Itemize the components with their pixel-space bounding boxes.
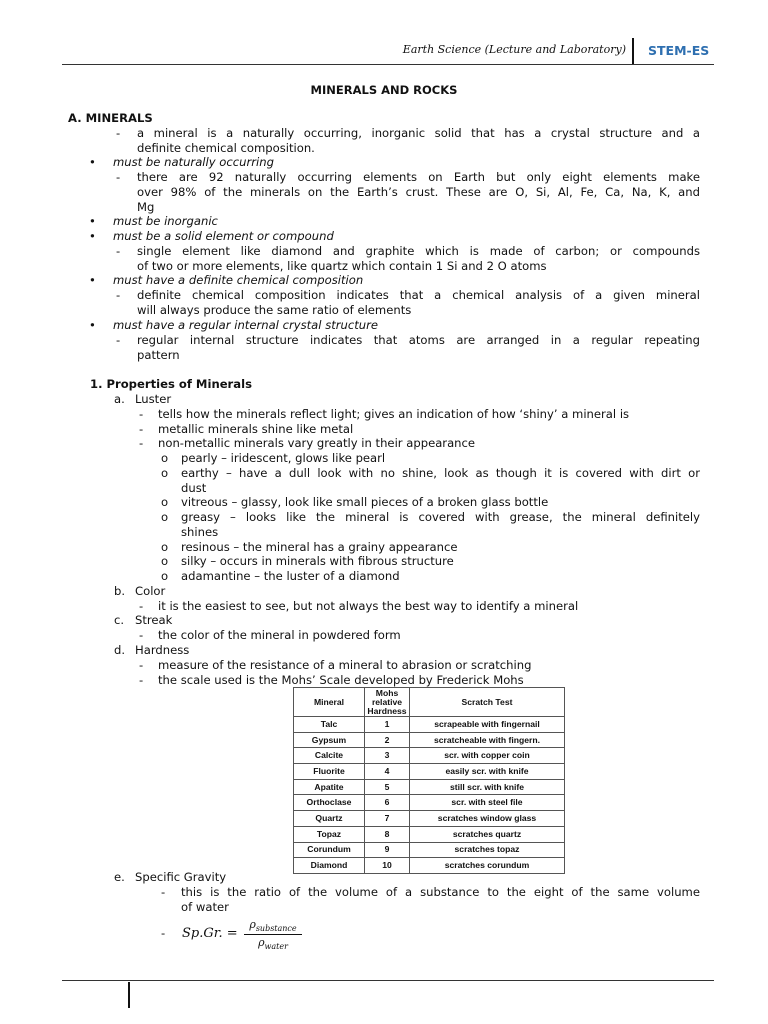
property-title-streak: Streak <box>135 613 173 627</box>
luster-type: dust <box>181 481 207 495</box>
definition-line: definite chemical composition. <box>137 141 315 155</box>
mineral-cell: Corundum <box>294 842 365 858</box>
dash-marker: - <box>139 422 144 436</box>
page-title: MINERALS AND ROCKS <box>310 83 458 97</box>
mohs-hardness-table <box>293 687 565 874</box>
hardness-cell: 1 <box>365 717 410 733</box>
table-header-row <box>294 688 565 717</box>
criterion-detail: single element like diamond and graphite which is made of carbon; or compounds <box>137 244 700 258</box>
mineral-cell: Apatite <box>294 779 365 795</box>
table-row <box>294 826 565 842</box>
circle-marker: o <box>161 510 169 524</box>
criterion-detail: over 98% of the minerals on the Earth’s crust. These are O, Si, Al, Fe, Ca, Na, K, and <box>137 185 700 199</box>
header-badge: STEM-ES <box>648 43 710 58</box>
criterion-detail: Mg <box>137 200 155 214</box>
bullet-marker: • <box>89 214 96 228</box>
dash-marker: - <box>139 628 144 642</box>
dash-marker: - <box>161 926 166 940</box>
scratch-test-cell: scratches window glass <box>410 811 565 827</box>
subsection-heading-properties: 1. Properties of Minerals <box>90 377 252 391</box>
formula-denominator: $\rho_{water}$ <box>258 936 288 952</box>
fraction-bar <box>244 934 302 935</box>
dash-marker: - <box>139 407 144 421</box>
property-detail: the scale used is the Mohs’ Scale developed by Frederick Mohs <box>158 673 524 687</box>
mineral-cell: Orthoclase <box>294 795 365 811</box>
criterion-detail: will always produce the same ratio of elements <box>137 303 412 317</box>
hardness-cell: 3 <box>365 748 410 764</box>
hardness-cell: 6 <box>365 795 410 811</box>
scratch-test-cell: still scr. with knife <box>410 779 565 795</box>
bullet-marker: • <box>89 318 96 332</box>
table-row <box>294 842 565 858</box>
header-course-title: Earth Science (Lecture and Laboratory) <box>402 43 626 56</box>
luster-type: resinous – the mineral has a grainy appearance <box>181 540 458 554</box>
bullet-marker: • <box>89 155 96 169</box>
bullet-marker: • <box>89 273 96 287</box>
mineral-cell: Diamond <box>294 858 365 874</box>
scratch-test-cell: scratches quartz <box>410 826 565 842</box>
formula-numerator: $\rho_{substance}$ <box>249 918 297 934</box>
table-row <box>294 764 565 780</box>
section-heading-minerals: A. MINERALS <box>68 111 153 125</box>
dash-marker: - <box>116 244 121 258</box>
property-detail: it is the easiest to see, but not always the best way to identify a mineral <box>158 599 579 613</box>
hardness-cell: 7 <box>365 811 410 827</box>
circle-marker: o <box>161 466 169 480</box>
list-letter: b. <box>114 584 126 598</box>
property-detail: non-metallic minerals vary greatly in their appearance <box>158 436 476 450</box>
criterion-item: must be naturally occurring <box>113 155 274 169</box>
dash-marker: - <box>139 673 144 687</box>
dash-marker: - <box>161 885 166 899</box>
dash-marker: - <box>116 170 121 184</box>
scratch-test-cell: scr. with copper coin <box>410 748 565 764</box>
luster-type: adamantine – the luster of a diamond <box>181 569 400 583</box>
footer-rule <box>62 980 714 981</box>
criterion-item: must have a regular internal crystal structure <box>113 318 379 332</box>
table-row <box>294 717 565 733</box>
dash-marker: - <box>116 333 121 347</box>
table-header-cell: Mineral <box>294 688 365 717</box>
dash-marker: - <box>139 658 144 672</box>
dash-marker: - <box>116 288 121 302</box>
criterion-detail: definite chemical composition indicates that a chemical analysis of a given mineral <box>137 288 700 302</box>
footer-divider <box>128 982 130 1008</box>
table-row <box>294 811 565 827</box>
luster-type: silky – occurs in minerals with fibrous structure <box>181 554 454 568</box>
list-letter: d. <box>114 643 126 657</box>
criterion-detail: of two or more elements, like quartz which contain 1 Si and 2 O atoms <box>137 259 547 273</box>
property-title-color: Color <box>135 584 166 598</box>
luster-type: vitreous – glassy, look like small pieces of a broken glass bottle <box>181 495 549 509</box>
luster-type: pearly – iridescent, glows like pearl <box>181 451 386 465</box>
table-header-cell: Mohs relative Hardness <box>365 688 410 717</box>
definition-line: a mineral is a naturally occurring, inorganic solid that has a crystal structure and a <box>137 126 700 140</box>
criterion-item: must have a definite chemical composition <box>113 273 364 287</box>
scratch-test-cell: easily scr. with knife <box>410 764 565 780</box>
luster-type: earthy – have a dull look with no shine, look as though it is covered with dirt or <box>181 466 700 480</box>
table-row <box>294 858 565 874</box>
table-header-cell: Scratch Test <box>410 688 565 717</box>
criterion-detail: regular internal structure indicates that atoms are arranged in a regular repeating <box>137 333 700 347</box>
property-detail: of water <box>181 900 229 914</box>
scratch-test-cell: scratches topaz <box>410 842 565 858</box>
hardness-cell: 2 <box>365 732 410 748</box>
bullet-marker: • <box>89 229 96 243</box>
property-detail: this is the ratio of the volume of a substance to the eight of the same volume <box>181 885 700 899</box>
list-letter: a. <box>114 392 125 406</box>
dash-marker: - <box>139 599 144 613</box>
formula-fraction <box>244 918 302 951</box>
property-title-luster: Luster <box>135 392 172 406</box>
property-title-hardness: Hardness <box>135 643 190 657</box>
circle-marker: o <box>161 554 169 568</box>
circle-marker: o <box>161 451 169 465</box>
mineral-cell: Fluorite <box>294 764 365 780</box>
mineral-cell: Quartz <box>294 811 365 827</box>
luster-type: greasy – looks like the mineral is covered with grease, the mineral definitely <box>181 510 700 524</box>
property-detail: the color of the mineral in powdered form <box>158 628 401 642</box>
property-detail: metallic minerals shine like metal <box>158 422 354 436</box>
mineral-cell: Topaz <box>294 826 365 842</box>
scratch-test-cell: scratches corundum <box>410 858 565 874</box>
dash-marker: - <box>116 126 121 140</box>
mineral-cell: Talc <box>294 717 365 733</box>
hardness-cell: 4 <box>365 764 410 780</box>
table-row <box>294 795 565 811</box>
luster-type: shines <box>181 525 219 539</box>
hardness-cell: 10 <box>365 858 410 874</box>
criterion-item: must be inorganic <box>113 214 218 228</box>
criterion-detail: pattern <box>137 348 180 362</box>
scratch-test-cell: scrapeable with fingernail <box>410 717 565 733</box>
header-rule <box>62 64 714 65</box>
table-row <box>294 732 565 748</box>
list-letter: e. <box>114 870 125 884</box>
formula-lhs: Sp.Gr. = <box>182 926 238 941</box>
criterion-detail: there are 92 naturally occurring elements on Earth but only eight elements make <box>137 170 700 184</box>
table-row <box>294 779 565 795</box>
mineral-cell: Gypsum <box>294 732 365 748</box>
property-detail: measure of the resistance of a mineral to abrasion or scratching <box>158 658 532 672</box>
list-letter: c. <box>114 613 125 627</box>
circle-marker: o <box>161 569 169 583</box>
scratch-test-cell: scr. with steel file <box>410 795 565 811</box>
property-title-specific-gravity: Specific Gravity <box>135 870 227 884</box>
mineral-cell: Calcite <box>294 748 365 764</box>
hardness-cell: 5 <box>365 779 410 795</box>
circle-marker: o <box>161 540 169 554</box>
criterion-item: must be a solid element or compound <box>113 229 334 243</box>
dash-marker: - <box>139 436 144 450</box>
hardness-cell: 8 <box>365 826 410 842</box>
table-row <box>294 748 565 764</box>
scratch-test-cell: scratcheable with fingern. <box>410 732 565 748</box>
hardness-cell: 9 <box>365 842 410 858</box>
header-divider <box>632 38 634 64</box>
circle-marker: o <box>161 495 169 509</box>
property-detail: tells how the minerals reflect light; gives an indication of how ‘shiny’ a mineral is <box>158 407 630 421</box>
